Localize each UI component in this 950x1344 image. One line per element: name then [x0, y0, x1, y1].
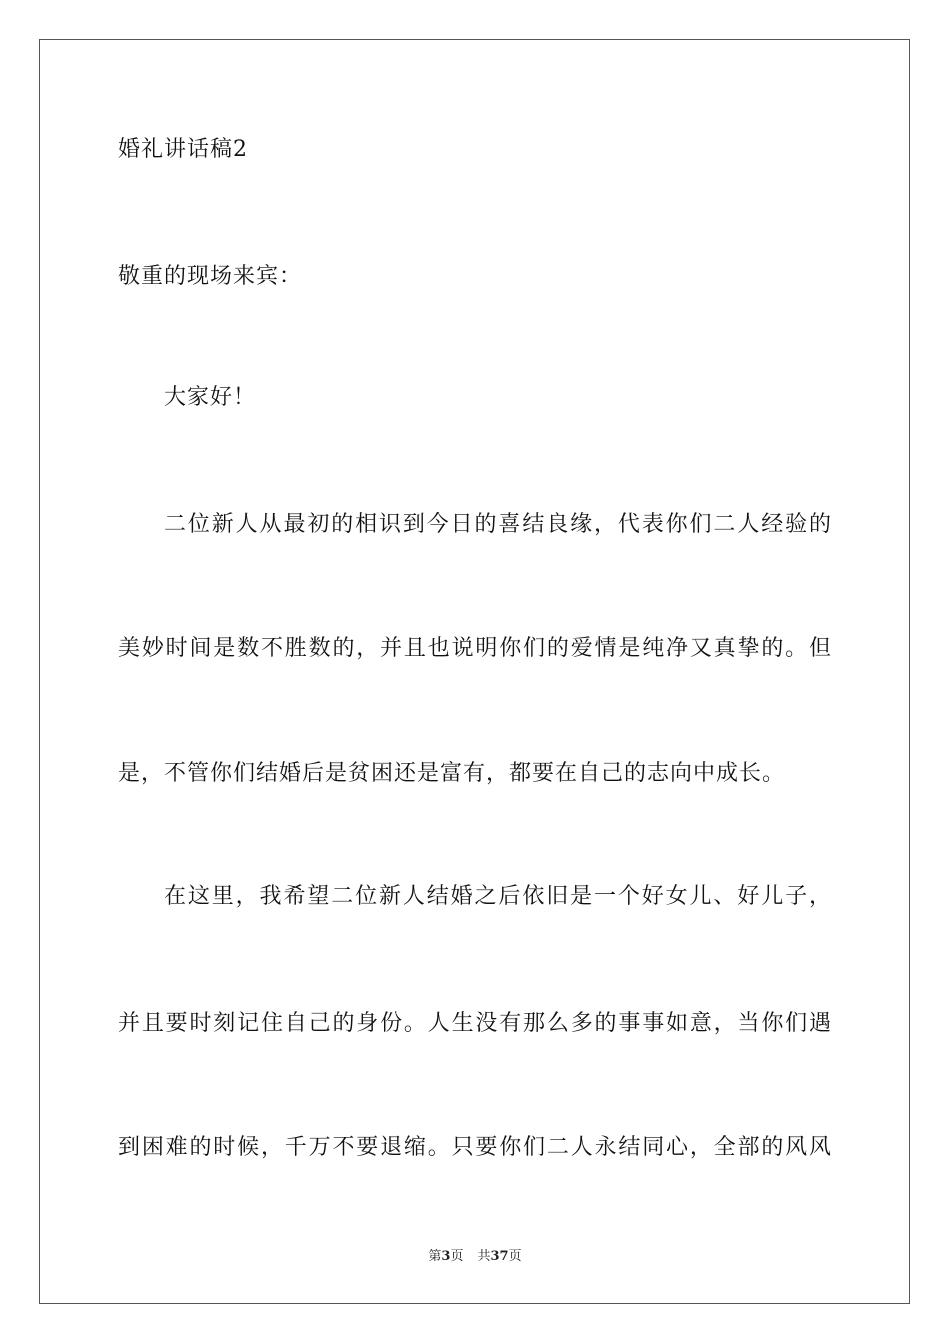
document-title: 婚礼讲话稿2	[118, 137, 248, 162]
paragraph-line: 并且要时刻记住自己的身份。人生没有那么多的事事如意，当你们遇	[118, 1011, 832, 1036]
page-label-prefix: 第	[428, 1249, 442, 1264]
paragraph-line: 美妙时间是数不胜数的，并且也说明你们的爱情是纯净又真挚的。但	[118, 636, 832, 661]
paragraph-line: 在这里，我希望二位新人结婚之后依旧是一个好女儿、好儿子，	[164, 884, 832, 909]
page-frame	[39, 39, 910, 1304]
greeting: 大家好！	[164, 385, 257, 410]
page-footer	[0, 1248, 950, 1266]
page-label-suffix: 页	[450, 1249, 464, 1264]
page-total: 37	[490, 1249, 509, 1264]
total-label-suffix: 页	[508, 1249, 522, 1264]
salutation: 敬重的现场来宾：	[118, 264, 303, 289]
paragraph-line: 到困难的时候，千万不要退缩。只要你们二人永结同心，全部的风风	[118, 1135, 832, 1160]
total-label-prefix: 共	[477, 1249, 491, 1264]
paragraph-line: 是，不管你们结婚后是贫困还是富有，都要在自己的志向中成长。	[118, 761, 786, 786]
page-current: 3	[441, 1249, 451, 1264]
paragraph-line: 二位新人从最初的相识到今日的喜结良缘，代表你们二人经验的	[164, 512, 832, 537]
